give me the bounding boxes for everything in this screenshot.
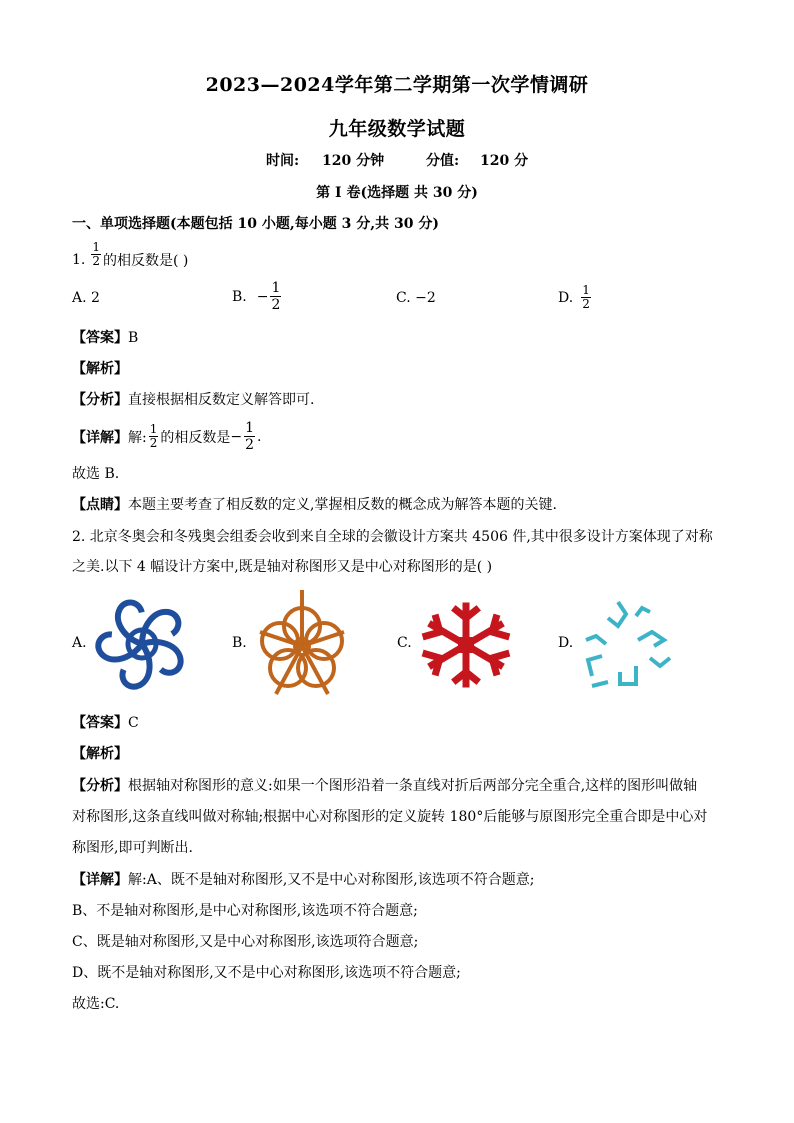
fraction-denominator: 2	[149, 436, 158, 450]
cyan-pinwheel-logo-icon	[578, 596, 676, 692]
fraction	[244, 420, 255, 453]
red-snowflake-logo-icon	[418, 600, 514, 690]
choice-line: 故选 B.	[72, 466, 120, 482]
fraction	[270, 280, 281, 313]
fenxi-line	[72, 389, 314, 409]
detail-line-a	[72, 869, 534, 889]
fraction-denominator: 2	[92, 254, 100, 268]
question-text: 的相反数是( )	[103, 252, 189, 269]
answer-tag: 【答案】	[72, 715, 128, 731]
fenxi-line-1	[72, 775, 697, 795]
option-label: B.	[232, 288, 247, 305]
page-title: 2023—2024学年第二学期第一次学情调研	[205, 74, 589, 96]
fraction-numerator: 1	[149, 422, 158, 436]
fraction-numerator: 1	[271, 280, 281, 296]
detail-tag: 【详解】	[72, 429, 128, 446]
score-value: 120 分	[480, 153, 529, 169]
detail-tag: 【详解】	[72, 872, 128, 888]
detail-line-c: C、既是轴对称图形,又是中心对称图形,该选项符合题意;	[72, 934, 419, 950]
detail-line-d: D、既不是轴对称图形,又不是中心对称图形,该选项不符合题意;	[72, 965, 461, 981]
minus-sign: −	[230, 428, 243, 445]
answer-value: B	[128, 330, 139, 346]
analysis-tag: 【解析】	[72, 746, 128, 762]
fenxi-tag: 【分析】	[72, 392, 128, 408]
fenxi-text: 根据轴对称图形的意义:如果一个图形沿着一条直线对折后两部分完全重合,这样的图形叫做轴	[128, 778, 698, 794]
answer-line	[72, 327, 138, 347]
fenxi-tag: 【分析】	[72, 778, 128, 794]
section-heading: 一、单项选择题(本题包括 10 小题,每小题 3 分,共 30 分)	[72, 216, 439, 232]
fraction-numerator: 1	[92, 240, 100, 254]
fraction	[149, 423, 159, 450]
option-d	[558, 284, 593, 311]
fenxi-line-3: 称图形,即可判断出.	[72, 840, 193, 856]
answer-tag: 【答案】	[72, 330, 128, 346]
option-b	[232, 280, 283, 313]
detail-line-b: B、不是轴对称图形,是中心对称图形,该选项不符合题意;	[72, 903, 418, 919]
volume-heading: 第 I 卷(选择题 共 30 分)	[316, 185, 478, 201]
page-subtitle: 九年级数学试题	[328, 118, 466, 140]
choice-line: 故选:C.	[72, 996, 120, 1012]
fraction	[581, 284, 591, 311]
option-a: A. 2	[72, 290, 100, 306]
minus-sign: −	[256, 288, 269, 305]
question-number: 1.	[72, 251, 86, 268]
option-a-label: A.	[72, 635, 87, 651]
fraction-numerator: 1	[582, 283, 590, 297]
fenxi-text: 直接根据相反数定义解答即可.	[128, 392, 315, 408]
fraction-numerator: 1	[245, 420, 255, 436]
option-label: D.	[558, 289, 574, 306]
detail-text: 的相反数是	[160, 429, 231, 446]
fraction-denominator: 2	[245, 437, 255, 453]
blue-knot-logo-icon	[94, 596, 190, 692]
fraction	[91, 241, 101, 268]
option-d-label: D.	[558, 635, 574, 651]
detail-text: 解:A、既不是轴对称图形,又不是中心对称图形,该选项不符合题意;	[128, 872, 535, 888]
time-label: 时间:	[266, 153, 300, 169]
detail-line	[72, 420, 261, 453]
comment-tag: 【点睛】	[72, 497, 128, 513]
answer-value: C	[128, 715, 139, 731]
fraction-denominator: 2	[271, 297, 281, 313]
fenxi-line-2: 对称图形,这条直线叫做对称轴;根据中心对称图形的定义旋转 180°后能够与原图形完全重合即是中心对	[72, 809, 708, 825]
option-c-label: C.	[397, 635, 412, 651]
detail-prefix: 解:	[128, 429, 147, 446]
question-1-stem	[72, 240, 189, 273]
time-value: 120 分钟	[322, 153, 385, 169]
analysis-tag: 【解析】	[72, 361, 128, 377]
option-c: C. −2	[396, 290, 436, 306]
question-2-line-1: 2. 北京冬奥会和冬残奥会组委会收到来自全球的会徽设计方案共 4506 件,其中很多设计方案体现了对称	[72, 529, 713, 545]
answer-line	[72, 712, 139, 732]
score-label: 分值:	[426, 153, 460, 169]
fraction-denominator: 2	[582, 297, 590, 311]
comment-line	[72, 494, 557, 514]
detail-end: .	[257, 428, 262, 445]
question-2-line-2: 之美.以下 4 幅设计方案中,既是轴对称图形又是中心对称图形的是( )	[72, 559, 493, 575]
option-b-label: B.	[232, 635, 247, 651]
orange-flower-logo-icon	[254, 586, 350, 700]
comment-text: 本题主要考查了相反数的定义,掌握相反数的概念成为解答本题的关键.	[128, 497, 557, 513]
